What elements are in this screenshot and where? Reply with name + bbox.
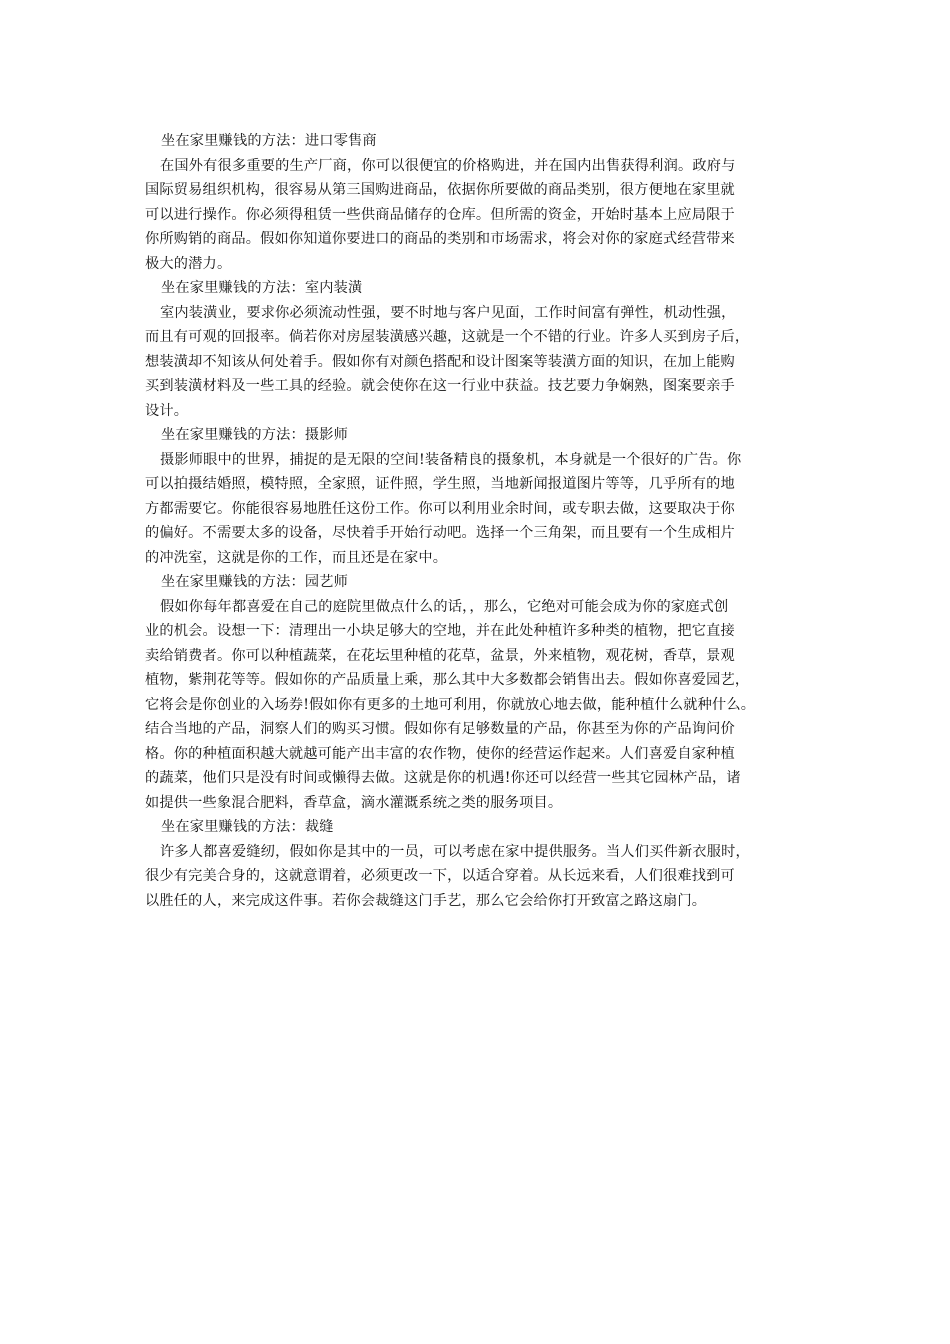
- paragraph-line: 设计。: [145, 402, 189, 419]
- paragraph-line: 在国外有很多重要的生产厂商，你可以很便宜的价格购进，并在国内出售获得利润。政府与: [160, 157, 736, 174]
- section-heading: 坐在家里赚钱的方法：园艺师: [161, 574, 349, 590]
- paragraph-line: 国际贸易组织机构，很容易从第三国购进商品，依据你所要做的商品类别，很方便地在家里就: [145, 182, 735, 198]
- paragraph-line: 假如你每年都喜爱在自己的庭院里做点什么的话，，那么，它绝对可能会成为你的家庭式创: [160, 598, 729, 615]
- paragraph-line: 买到装潢材料及一些工具的经验。就会使你在这一行业中获益。技艺要力争娴熟，图案要亲手: [145, 378, 735, 394]
- section-heading: 坐在家里赚钱的方法：摄影师: [161, 427, 349, 443]
- section-heading: 坐在家里赚钱的方法：裁缝: [161, 819, 334, 835]
- section-heading: 坐在家里赚钱的方法：室内装潢: [161, 280, 363, 296]
- paragraph-line: 想装潢却不知该从何处着手。假如你有对颜色搭配和设计图案等装潢方面的知识，在加上能购: [145, 353, 735, 370]
- paragraph-line: 你所购销的商品。假如你知道你要进口的商品的类别和市场需求，将会对你的家庭式经营带来: [145, 231, 735, 247]
- paragraph-line: 而且有可观的回报率。倘若你对房屋装潢感兴趣，这就是一个不错的行业。许多人买到房子后，: [145, 329, 750, 345]
- paragraph-line: 方都需要它。你能很容易地胜任这份工作。你可以利用业余时间，或专职去做，这要取决于你: [145, 500, 735, 517]
- paragraph-line: 极大的潜力。: [145, 255, 232, 272]
- paragraph-line: 植物，紫荆花等等。假如你的产品质量上乘，那么其中大多数都会销售出去。假如你喜爱园艺，: [145, 672, 750, 688]
- paragraph-line: 如提供一些象混合肥料，香草盒，滴水灌溉系统之类的服务项目。: [145, 794, 563, 811]
- paragraph-line: 卖给销费者。你可以种植蔬菜，在花坛里种植的花草，盆景，外来植物，观花树，香草，景观: [145, 647, 735, 664]
- section-heading: 坐在家里赚钱的方法：进口零售商: [161, 133, 377, 149]
- paragraph-line: 室内装潢业，要求你必须流动性强，要不时地与客户见面，工作时间富有弹性，机动性强，: [160, 304, 736, 321]
- paragraph-line: 的偏好。不需要太多的设备，尽快着手开始行动吧。选择一个三角架，而且要有一个生成相片: [145, 525, 735, 541]
- paragraph-line: 它将会是你创业的入场券!假如你有更多的土地可利用，你就放心地去做，能种植什么就种什么。: [145, 696, 756, 713]
- paragraph-line: 许多人都喜爱缝纫，假如你是其中的一员，可以考虑在家中提供服务。当人们买件新衣服时，: [160, 843, 750, 860]
- paragraph-line: 可以拍摄结婚照，模特照，全家照，证件照，学生照，当地新闻报道图片等等，几乎所有的地: [145, 476, 735, 492]
- paragraph-line: 的蔬菜，他们只是没有时间或懒得去做。这就是你的机遇!你还可以经营一些其它园林产品，诸: [145, 770, 741, 786]
- paragraph-line: 可以进行操作。你必须得租赁一些供商品储存的仓库。但所需的资金，开始时基本上应局限于: [145, 206, 735, 223]
- paragraph-line: 很少有完美合身的，这就意谓着，必须更改一下，以适合穿着。从长远来看，人们很难找到可: [145, 868, 735, 884]
- paragraph-line: 以胜任的人，来完成这件事。若你会裁缝这门手艺，那么它会给你打开致富之路这扇门。: [145, 892, 707, 909]
- paragraph-line: 结合当地的产品，洞察人们的购买习惯。假如你有足够数量的产品，你甚至为你的产品询问价: [145, 721, 735, 737]
- document-body: [145, 129, 825, 913]
- paragraph-line: 的冲洗室，这就是你的工作，而且还是在家中。: [145, 549, 448, 566]
- paragraph-line: 摄影师眼中的世界，捕捉的是无限的空间!装备精良的摄象机，本身就是一个很好的广告。你: [160, 451, 742, 468]
- paragraph-line: 业的机会。设想一下：清理出一小块足够大的空地，并在此处种植许多种类的植物，把它直接: [145, 623, 735, 639]
- paragraph-line: 格。你的种植面积越大就越可能产出丰富的农作物，使你的经营运作起来。人们喜爱自家种植: [145, 745, 735, 762]
